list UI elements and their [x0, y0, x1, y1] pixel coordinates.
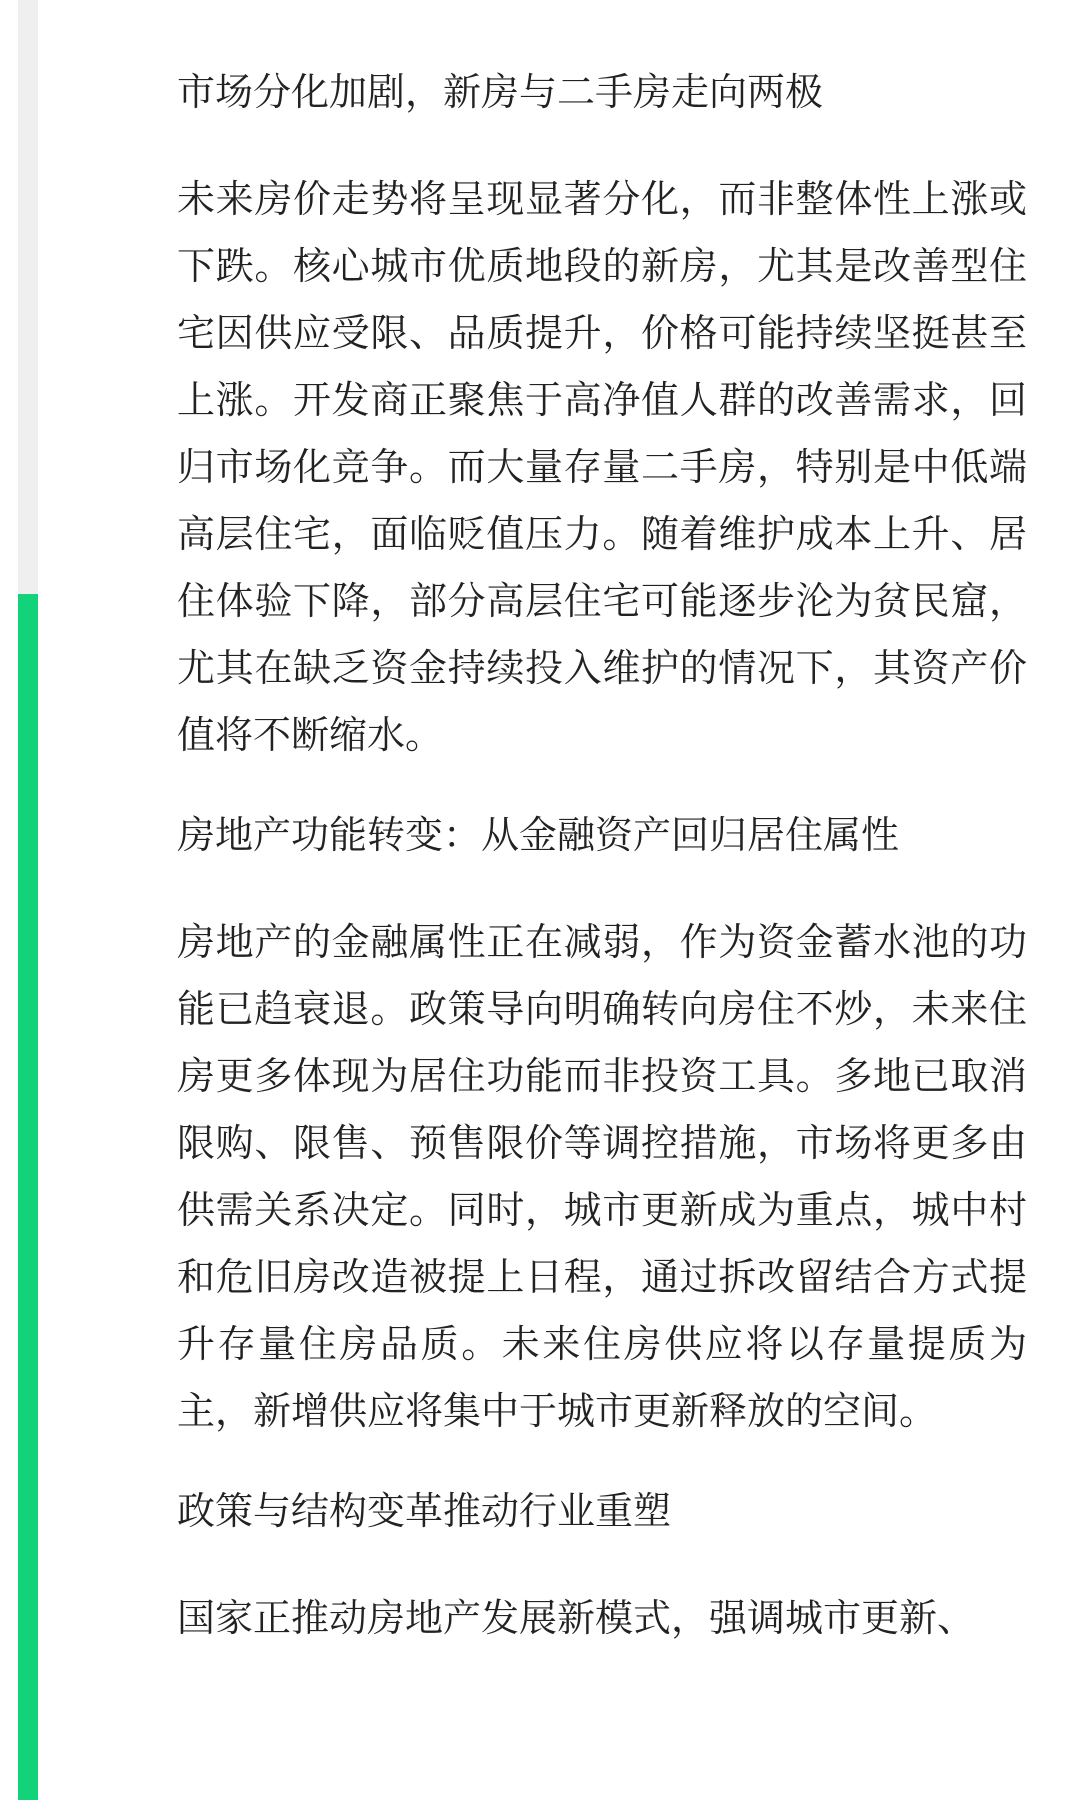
section-paragraph: 国家正推动房地产发展新模式，强调城市更新、	[177, 1596, 976, 1640]
article-body	[177, 62, 1027, 1688]
section-paragraph: 房地产的金融属性正在减弱，作为资金蓄水池的功能已趋衰退。政策导向明确转向房住不炒，未来住房更多体现为居住功能而非投资工具。多地已取消限购、限售、预售限价等调控措施，市场将更多由供需关系决定。同时，城市更新成为重点，城中村和危旧房改造被提上日程，通过拆改留结合方式提升存量住房品质。未来住房供应将以存量提质为主，新增供应将集中于城市更新释放的空间。	[177, 920, 1027, 1433]
scroll-progress-bar[interactable]	[18, 594, 38, 1800]
section-heading: 政策与结构变革推动行业重塑	[177, 1489, 672, 1533]
section-heading: 市场分化加剧，新房与二手房走向两极	[177, 70, 824, 114]
section-paragraph: 未来房价走势将呈现显著分化，而非整体性上涨或下跌。核心城市优质地段的新房，尤其是改善型住宅因供应受限、品质提升，价格可能持续坚挺甚至上涨。开发商正聚焦于高净值人群的改善需求，回归市场化竞争。而大量存量二手房，特别是中低端高层住宅，面临贬值压力。随着维护成本上升、居住体验下降，部分高层住宅可能逐步沦为贫民窟，尤其在缺乏资金持续投入维护的情况下，其资产价值将不断缩水。	[177, 177, 1027, 757]
section-heading: 房地产功能转变：从金融资产回归居住属性	[177, 813, 900, 857]
